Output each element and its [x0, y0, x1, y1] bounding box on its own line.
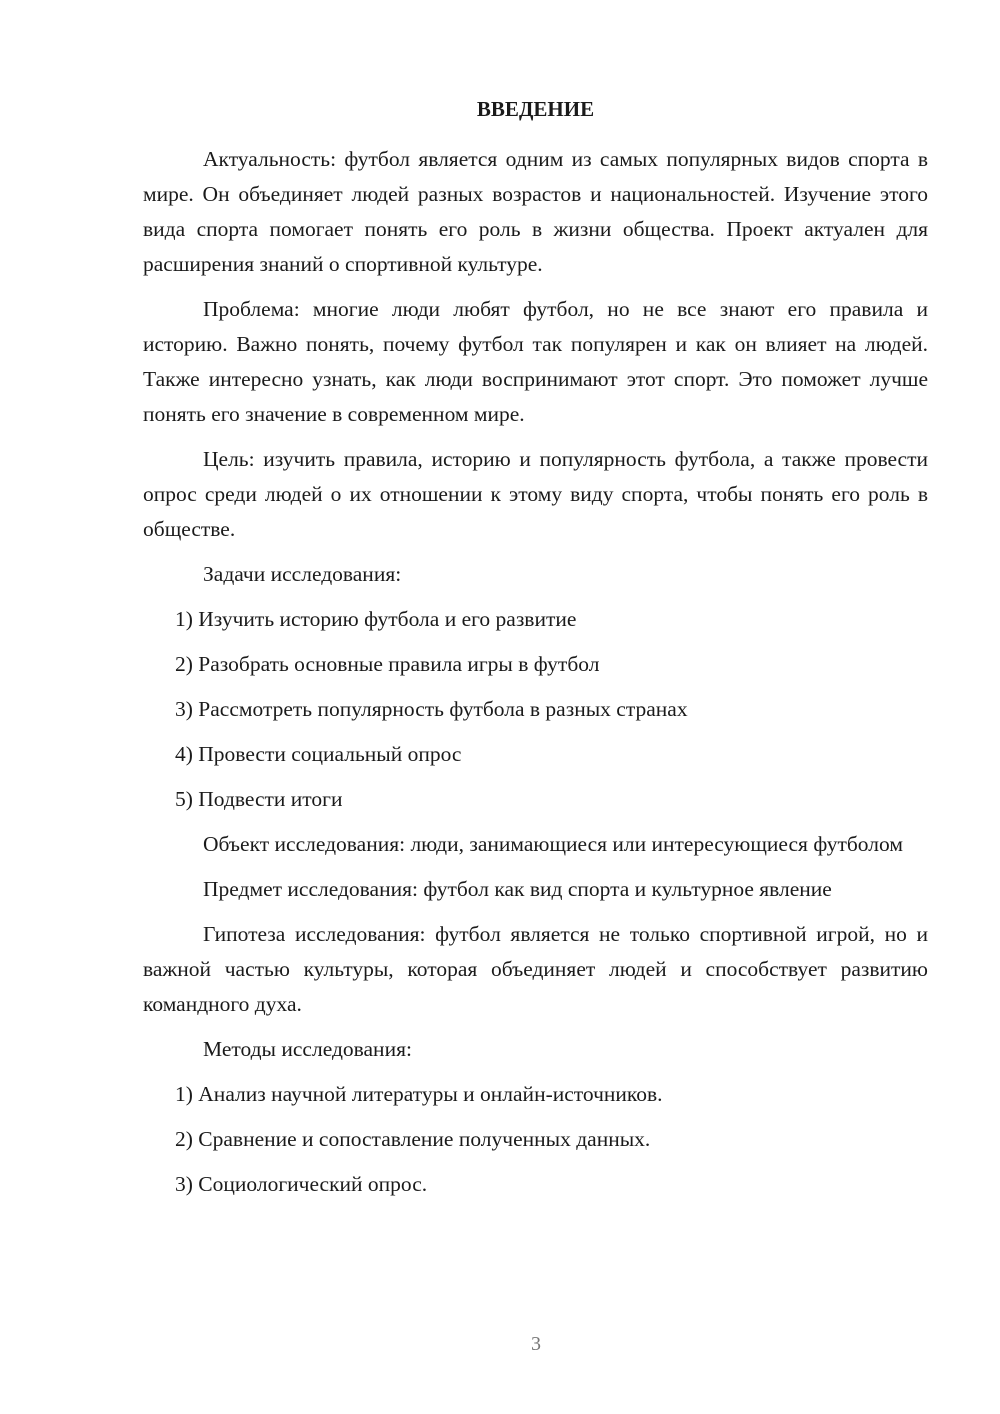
method-item: 2) Сравнение и сопоставление полученных данных. — [175, 1127, 651, 1151]
page-title: ВВЕДЕНИЕ — [476, 97, 595, 121]
relevance-paragraph: Актуальность: футбол является одним из самых популярных видов спорта в мире. Он объединяет людей разных возрастов и национальностей. Изучение этого вида спорта помогает понять его роль в жизни общества. Проект актуален для расширения знаний о спортивной культуре. — [143, 147, 928, 276]
task-item: 5) Подвести итоги — [175, 787, 343, 811]
method-item: 3) Социологический опрос. — [175, 1172, 428, 1196]
object-paragraph: Объект исследования: люди, занимающиеся или интересующиеся футболом — [203, 832, 903, 856]
page-number: 3 — [531, 1333, 541, 1355]
task-item: 1) Изучить историю футбола и его развитие — [175, 607, 577, 631]
hypothesis-paragraph: Гипотеза исследования: футбол является не только спортивной игрой, но и важной частью культуры, которая объединяет людей и способствует развитию командного духа. — [143, 922, 928, 1016]
document-page — [143, 92, 928, 1212]
method-item: 1) Анализ научной литературы и онлайн-источников. — [175, 1082, 663, 1106]
problem-paragraph: Проблема: многие люди любят футбол, но не все знают его правила и историю. Важно понять, почему футбол так популярен и как он влияет на людей. Также интересно узнать, как люди воспринимают этот спорт. Это поможет лучше понять его значение в современном мире. — [143, 297, 928, 426]
goal-paragraph: Цель: изучить правила, историю и популярность футбола, а также провести опрос среди людей о их отношении к этому виду спорта, чтобы понять его роль в обществе. — [143, 447, 928, 541]
task-item: 3) Рассмотреть популярность футбола в разных странах — [175, 697, 688, 721]
task-item: 2) Разобрать основные правила игры в футбол — [175, 652, 600, 676]
task-item: 4) Провести социальный опрос — [175, 742, 462, 766]
tasks-heading: Задачи исследования: — [203, 562, 402, 586]
methods-heading: Методы исследования: — [203, 1037, 412, 1061]
subject-paragraph: Предмет исследования: футбол как вид спорта и культурное явление — [203, 877, 832, 901]
